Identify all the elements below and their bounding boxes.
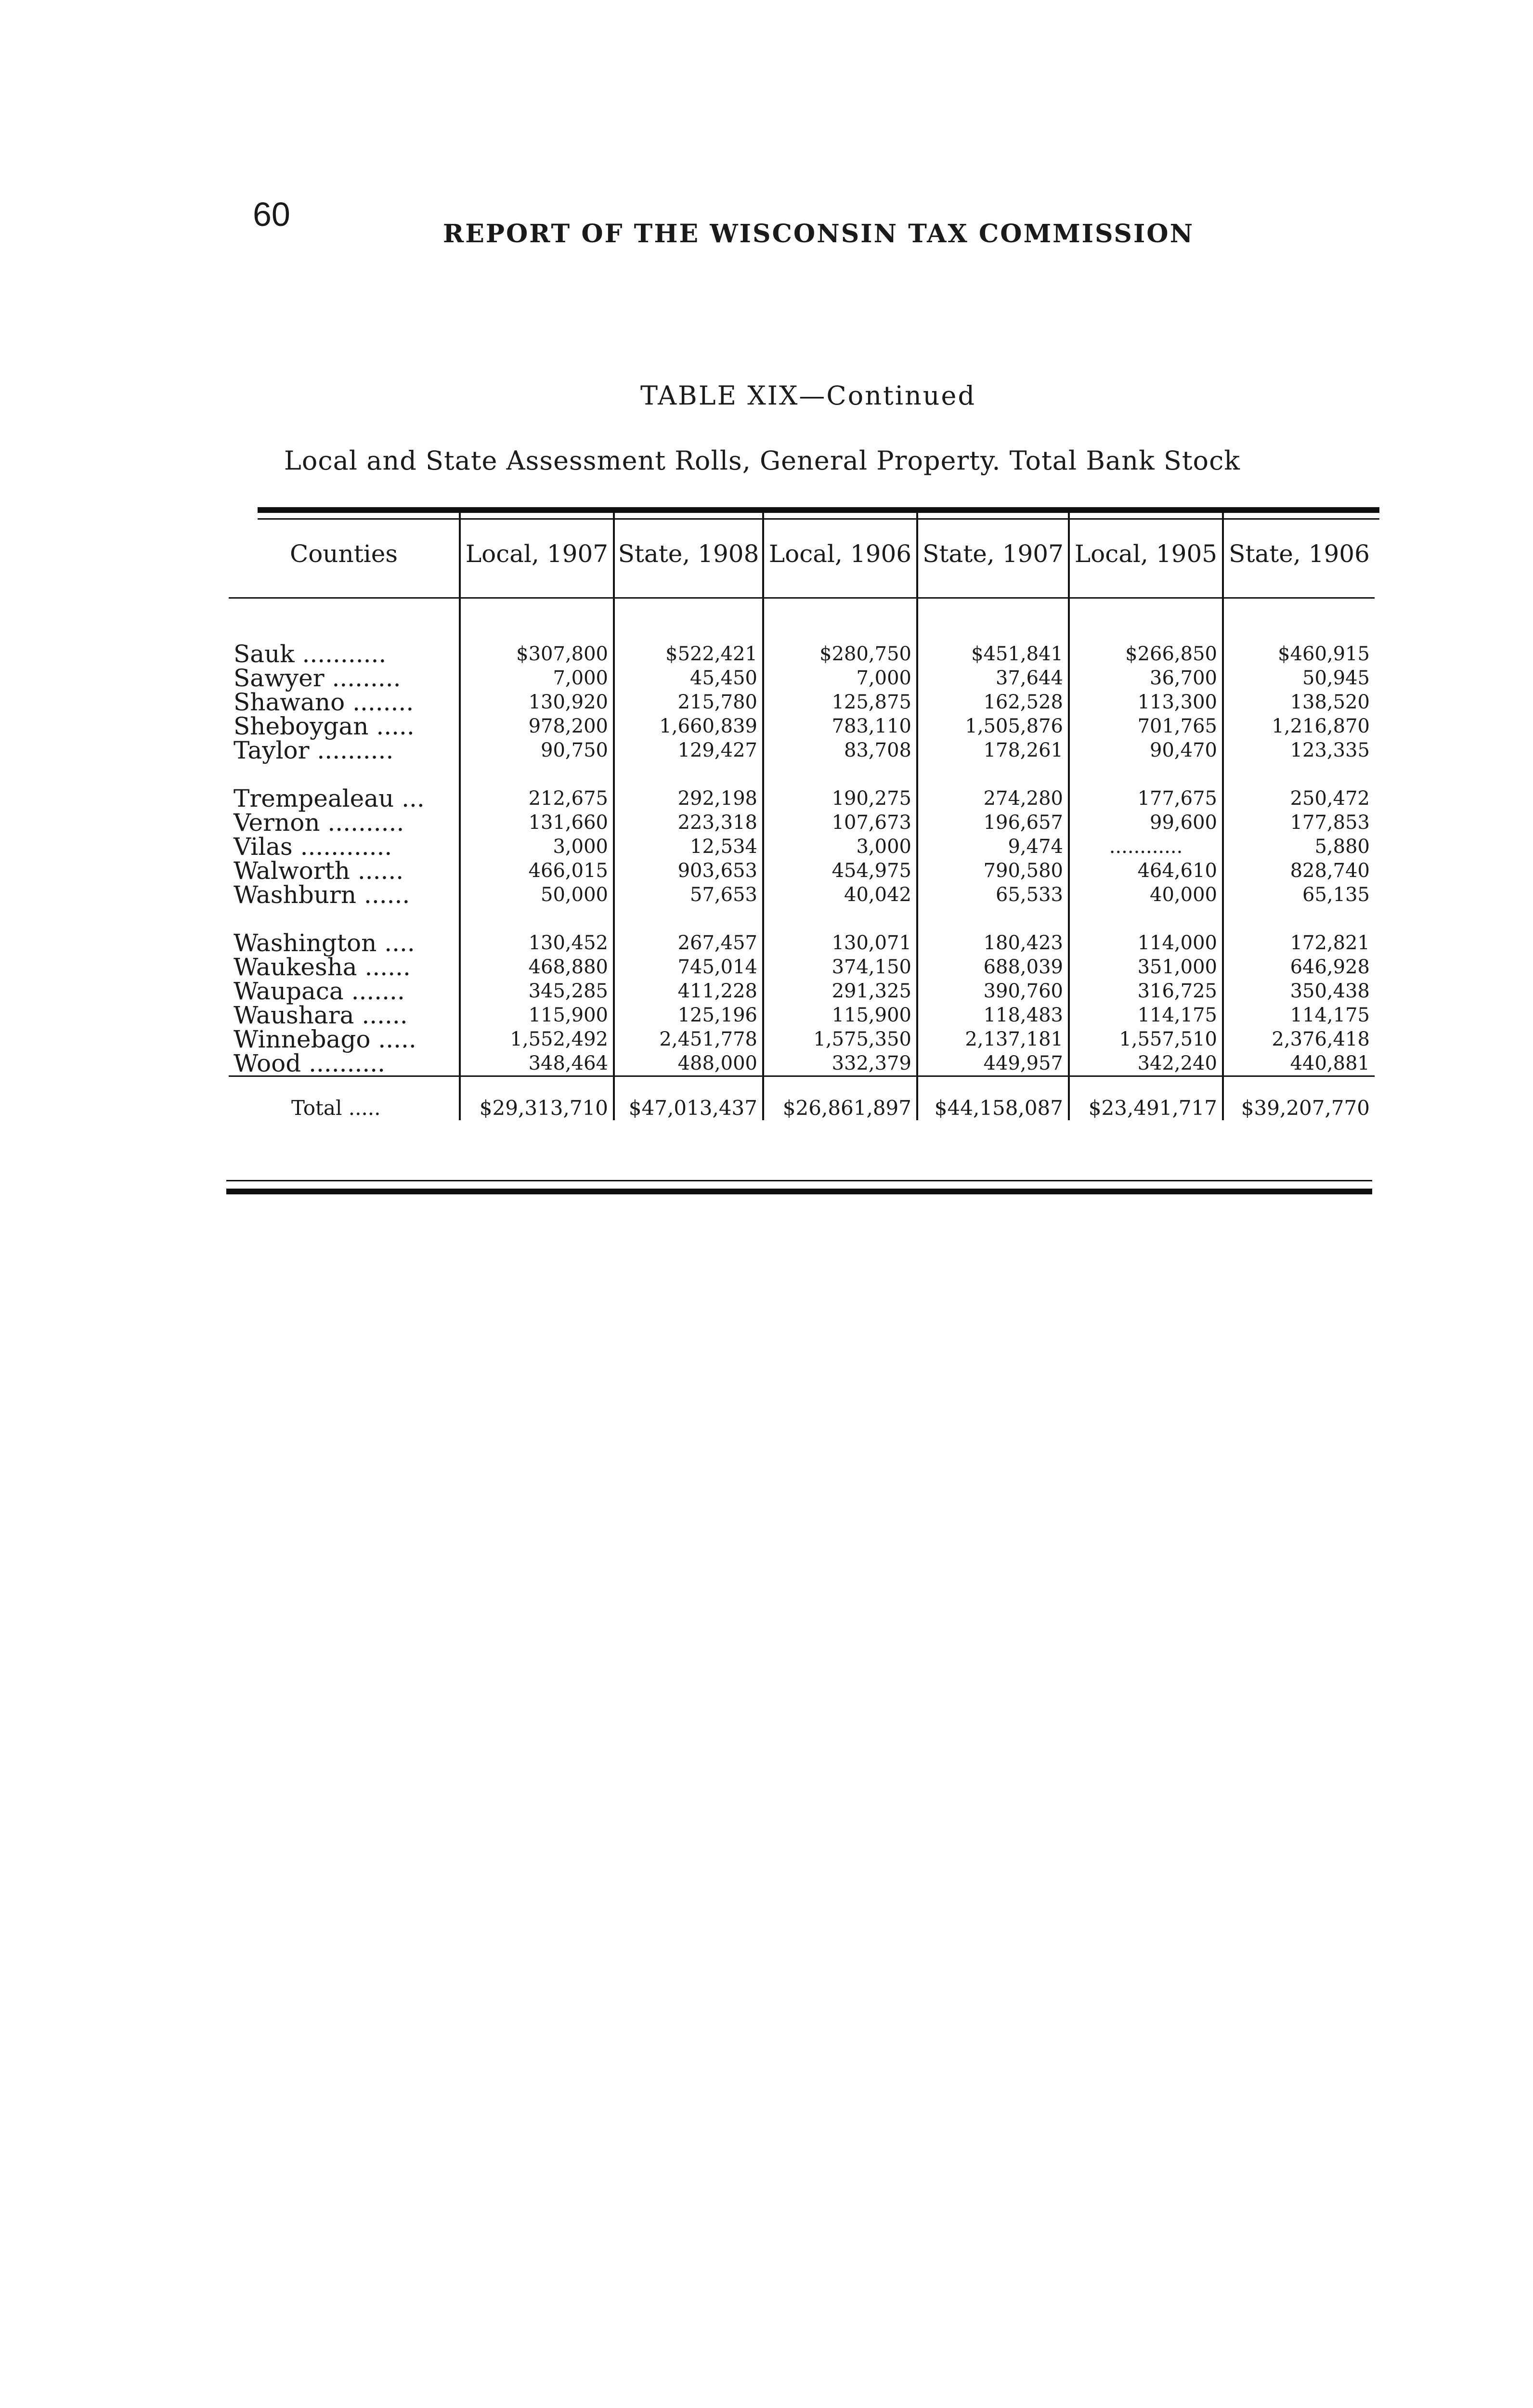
value-cell: 332,379 [763,1051,917,1076]
value-cell: 454,975 [763,859,917,883]
spacer-cell [763,907,917,931]
total-value-cell: $23,491,717 [1069,1076,1223,1121]
value-cell: 701,765 [1069,714,1223,738]
header-row [229,510,1375,598]
value-cell: 291,325 [763,979,917,1003]
spacer-cell [1069,907,1223,931]
value-cell: 2,137,181 [917,1027,1069,1051]
value-cell: 223,318 [614,811,763,835]
value-cell: 978,200 [460,714,614,738]
county-name-cell: Walworth ...... [234,857,404,885]
county-name-cell: Vernon .......... [234,809,404,837]
value-cell: 1,552,492 [460,1027,614,1051]
value-cell: 316,725 [1069,979,1223,1003]
table-caption: Local and State Assessment Rolls, General Property. Total Bank Stock [284,445,1241,476]
value-cell: 7,000 [763,666,917,690]
value-cell: 351,000 [1069,955,1223,979]
table-row [229,738,1375,762]
value-cell: 45,450 [614,666,763,690]
value-cell: 114,000 [1069,931,1223,955]
value-cell: 790,580 [917,859,1069,883]
value-cell: 138,520 [1223,690,1375,714]
total-value-cell: $39,207,770 [1223,1076,1375,1121]
value-cell: 162,528 [917,690,1069,714]
value-cell: 2,451,778 [614,1027,763,1051]
value-cell: 1,557,510 [1069,1027,1223,1051]
value-cell: 3,000 [460,835,614,859]
value-cell: 3,000 [763,835,917,859]
value-cell: $460,915 [1223,598,1375,667]
table-row [229,955,1375,979]
value-cell: 118,483 [917,1003,1069,1027]
value-cell: 411,228 [614,979,763,1003]
spacer-cell [229,907,460,931]
table-row [229,811,1375,835]
value-cell: $266,850 [1069,598,1223,667]
value-cell: 177,853 [1223,811,1375,835]
value-cell: 178,261 [917,738,1069,762]
value-cell: 350,438 [1223,979,1375,1003]
bottom-rule-thick [226,1189,1372,1194]
value-cell: 90,750 [460,738,614,762]
county-name-cell: Washburn ...... [234,881,410,909]
table-row [229,666,1375,690]
value-cell: 130,920 [460,690,614,714]
value-cell: 828,740 [1223,859,1375,883]
value-cell: 688,039 [917,955,1069,979]
value-cell: 40,042 [763,883,917,907]
value-cell: 440,881 [1223,1051,1375,1076]
value-cell: 180,423 [917,931,1069,955]
value-cell: 903,653 [614,859,763,883]
value-cell: $451,841 [917,598,1069,667]
table-row [229,931,1375,955]
county-name-cell: Shawano ........ [234,688,414,716]
column-header-local-1906: Local, 1906 [763,510,917,598]
value-cell: 12,534 [614,835,763,859]
value-cell: $522,421 [614,598,763,667]
value-cell: 36,700 [1069,666,1223,690]
spacer-cell [1069,762,1223,786]
table-body [229,598,1375,1121]
value-cell: 113,300 [1069,690,1223,714]
group-spacer-row [229,907,1375,931]
spacer-cell [614,762,763,786]
county-name-cell: Vilas ............ [234,833,392,861]
value-cell: 65,135 [1223,883,1375,907]
value-cell: 345,285 [460,979,614,1003]
table-row [229,690,1375,714]
county-name-cell: Waukesha ...... [234,953,411,981]
spacer-cell [917,762,1069,786]
value-cell: 90,470 [1069,738,1223,762]
value-cell: 745,014 [614,955,763,979]
spacer-cell [229,762,460,786]
assessment-table-container [229,510,1387,1120]
table-title: TABLE XIX—Continued [640,380,976,411]
value-cell: 125,196 [614,1003,763,1027]
county-name-cell: Winnebago ..... [234,1025,416,1053]
value-cell: 99,600 [1069,811,1223,835]
table-row [229,598,1375,667]
county-name-cell: Sheboygan ..... [234,712,415,740]
county-name-cell: Sawyer ......... [234,664,401,692]
value-cell: 131,660 [460,811,614,835]
value-cell: 342,240 [1069,1051,1223,1076]
value-cell: 129,427 [614,738,763,762]
value-cell: 2,376,418 [1223,1027,1375,1051]
page-number: 60 [253,196,290,233]
value-cell: $280,750 [763,598,917,667]
value-cell: 114,175 [1223,1003,1375,1027]
table-row [229,883,1375,907]
value-cell: 5,880 [1223,835,1375,859]
running-head: REPORT OF THE WISCONSIN TAX COMMISSION [443,219,1195,249]
bottom-rule-thin [226,1180,1372,1181]
value-cell: 37,644 [917,666,1069,690]
value-cell: 50,000 [460,883,614,907]
value-cell: ............ [1069,835,1223,859]
assessment-table [229,510,1375,1120]
table-row [229,714,1375,738]
total-row [229,1076,1375,1121]
value-cell: 348,464 [460,1051,614,1076]
value-cell: 172,821 [1223,931,1375,955]
value-cell: 464,610 [1069,859,1223,883]
value-cell: 250,472 [1223,786,1375,811]
total-value-cell: $29,313,710 [460,1076,614,1121]
value-cell: 274,280 [917,786,1069,811]
spacer-cell [1223,907,1375,931]
value-cell: 468,880 [460,955,614,979]
total-value-cell: $44,158,087 [917,1076,1069,1121]
value-cell: 215,780 [614,690,763,714]
county-name-cell: Washington .... [234,929,415,957]
value-cell: 177,675 [1069,786,1223,811]
county-name-cell: Taylor .......... [234,736,394,764]
value-cell: 374,150 [763,955,917,979]
value-cell: 65,533 [917,883,1069,907]
column-header-state-1907: State, 1907 [917,510,1069,598]
table-row [229,859,1375,883]
spacer-cell [763,762,917,786]
table-row [229,1027,1375,1051]
total-label-cell: Total ..... [229,1076,460,1121]
value-cell: 40,000 [1069,883,1223,907]
value-cell: 212,675 [460,786,614,811]
value-cell: 1,216,870 [1223,714,1375,738]
group-spacer-row [229,762,1375,786]
value-cell: 1,575,350 [763,1027,917,1051]
spacer-cell [460,762,614,786]
county-name-cell: Wood .......... [234,1049,386,1077]
value-cell: 107,673 [763,811,917,835]
county-name-cell: Sauk ........... [234,640,387,668]
value-cell: 115,900 [763,1003,917,1027]
value-cell: 115,900 [460,1003,614,1027]
table-row [229,1051,1375,1076]
value-cell: 292,198 [614,786,763,811]
value-cell: 9,474 [917,835,1069,859]
spacer-cell [460,907,614,931]
table-row [229,786,1375,811]
value-cell: 466,015 [460,859,614,883]
value-cell: 50,945 [1223,666,1375,690]
table-row [229,1003,1375,1027]
value-cell: 130,071 [763,931,917,955]
county-name-cell: Waupaca ....... [234,977,405,1005]
value-cell: 1,505,876 [917,714,1069,738]
value-cell: 196,657 [917,811,1069,835]
value-cell: 123,335 [1223,738,1375,762]
value-cell: 114,175 [1069,1003,1223,1027]
value-cell: 267,457 [614,931,763,955]
column-header-local-1907: Local, 1907 [460,510,614,598]
value-cell: 488,000 [614,1051,763,1076]
value-cell: $307,800 [460,598,614,667]
column-header-state-1908: State, 1908 [614,510,763,598]
spacer-cell [1223,762,1375,786]
value-cell: 190,275 [763,786,917,811]
value-cell: 646,928 [1223,955,1375,979]
value-cell: 83,708 [763,738,917,762]
value-cell: 1,660,839 [614,714,763,738]
value-cell: 57,653 [614,883,763,907]
county-name-cell: Trempealeau ... [234,785,425,812]
column-header-local-1905: Local, 1905 [1069,510,1223,598]
value-cell: 130,452 [460,931,614,955]
column-header-state-1906: State, 1906 [1223,510,1375,598]
value-cell: 783,110 [763,714,917,738]
table-row [229,979,1375,1003]
column-header-counties: Counties [229,510,460,598]
spacer-cell [614,907,763,931]
total-value-cell: $47,013,437 [614,1076,763,1121]
value-cell: 125,875 [763,690,917,714]
spacer-cell [917,907,1069,931]
value-cell: 390,760 [917,979,1069,1003]
county-name-cell: Waushara ...... [234,1001,408,1029]
table-row [229,835,1375,859]
value-cell: 449,957 [917,1051,1069,1076]
total-value-cell: $26,861,897 [763,1076,917,1121]
value-cell: 7,000 [460,666,614,690]
